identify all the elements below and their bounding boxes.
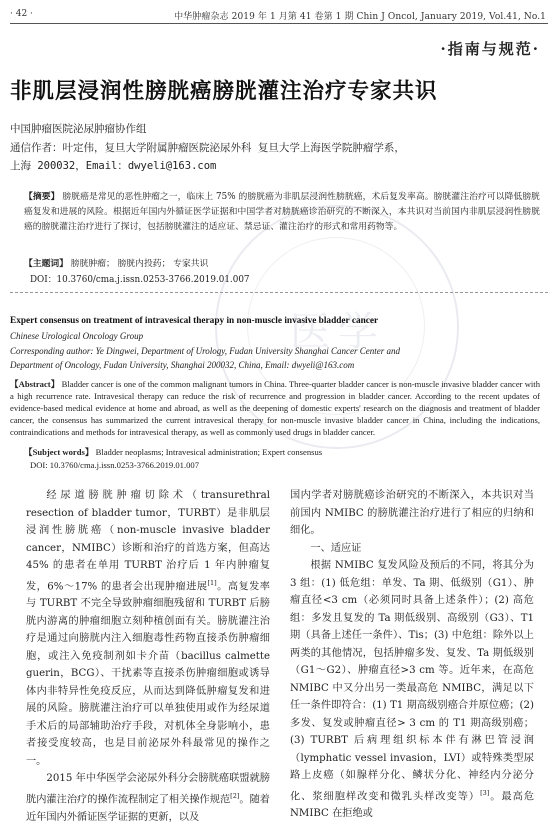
correspondence-line-2: 上海 200032，Email：dwyeli@163.com [10,160,217,172]
en-corr-2: Department of Oncology, Fudan University, Shanghai 200032, China, Email: dwyeli@163.com [10,360,355,370]
en-subject-text: Bladder neoplasms; Intravesical administration; Expert consensus [95,447,323,457]
correspondence-line-1: 通信作者：叶定伟，复旦大学附属肿瘤医院泌尿外科 复旦大学上海医学院肿瘤学系， [10,142,405,154]
page-number: · 42 · [10,9,33,19]
en-group: Chinese Urological Oncology Group [10,331,144,341]
article-title: 非肌层浸润性膀胱癌膀胱灌注治疗专家共识 [10,79,438,104]
watermark-text: 医学 [290,309,386,355]
journal-citation: 中华肿瘤杂志 2019 年 1 月第 41 卷第 1 期 Chin J Oncol, January 2019, Vol.41, No.1 [174,12,546,22]
cn-abstract [24,190,540,235]
abstract-divider [10,292,548,293]
body-paragraph: 2015 年中华医学会泌尿外科分会膀胱癌联盟就膀胱内灌注治疗的操作流程制定了相关操作规范[2]。随着近年国内外循证医学证据的更新，以及 [26,773,270,823]
en-abstract [10,378,540,438]
en-doi: DOI: 10.3760/cma.j.issn.0253-3766.2019.01.007 [30,460,200,470]
cn-keywords-text: 膀胱肿瘤； 膀胱内投药； 专家共识 [70,259,209,269]
en-subject-words [24,446,322,458]
section-label: ·指南与规范· [440,40,540,58]
cn-abstract-label: 【摘要】 [24,192,60,202]
cn-doi: DOI：10.3760/cma.j.issn.0253-3766.2019.01.007 [30,275,250,285]
cn-keywords-label: 【主题词】 [24,259,68,269]
author-group: 中国肿瘤医院泌尿肿瘤协作组 [10,123,147,135]
section-heading: 一、适应证 [310,542,362,554]
en-abstract-label: 【Abstract】 [10,379,60,389]
body-paragraph: 国内学者对膀胱癌诊治研究的不断深入，本共识对当前国内 NMIBC 的膀胱灌注治疗进行了相应的归纳和细化。 [290,490,534,536]
reference-marker: [2] [230,791,240,800]
body-paragraph: 根据 NMIBC 复发风险及预后的不同，将其分为 3 组：(1) 低危组：单发、Ta 期、低级别（G1）、肿瘤直径<3 cm（必须同时具备上述条件）；(2) 高危组：多发且复发的 Ta 期低级别、高级别（G3）、T1 期（具备上述任一条件）、Tis；(3) 中危组：除外以上两类的其他情况，包括肿瘤多发、复发、Ta 期低级别（G1～G2）、肿瘤直径>3 cm 等。近年来，在高危 NMIBC 中又分出另一类最高危 NMIBC，满足以下任一条件即符合：(1) T1 期高级别癌合并原位癌；(2) 多发、复发或肿瘤直径> 3 cm 的 T1 期高级别癌；(3) TURBT 后病理组织标本伴有淋巴管浸润（lymphatic vessel invasion，LVI）或特殊类型尿路上皮癌（如腺样分化、鳞状分化、神经内分泌分化、浆细胞样改变和微乳头样改变等）[3]。最高危 NMIBC 在拒绝或 [290,560,535,820]
reference-marker: [3] [480,788,490,797]
en-corr-1: Corresponding author: Ye Dingwei, Department of Urology, Fudan University Shanghai Cancer Center and [10,346,400,356]
body-right-column [290,487,534,823]
en-abstract-text: Bladder cancer is one of the common malignant tumors in China. Three-quarter bladder cancer is non-muscle invasive bladder cancer with a high recurrence rate. Intravesical therapy can reduce the risk of recurrence and progression in bladder cancer. According to the recent updates of evidence-based medical evidence at home and abroad, as well as the deepening of domestic experts' research on the diagnosis and treatment of bladder cancer, the consensus has summarized the current intravesical therapy for non-muscle invasive bladder cancer in China, including the indications, contraindications and methods for intravesical therapy, as well as commonly used drugs in bladder cancer. [10,379,540,437]
body-paragraph: 经尿道膀胱肿瘤切除术（transurethral resection of bladder tumor，TURBT）是非肌层浸润性膀胱癌（non-muscle invasive bladder cancer，NMIBC）诊断和治疗的首选方案，但高达 45% 的患者在单用 TURBT 治疗后 1 年内肿瘤复发，6%～17% 的患者会出现肿瘤进展[1]。高复发率与 TURBT 不完全导致肿瘤细胞残留和 TURBT 后膀胱内游离的肿瘤细胞立刻种植创面有关。膀胱灌注治疗是通过向膀胱内注入细胞毒性药物直接杀伤肿瘤细胞，或注入免疫制剂如卡介苗（bacillus calmette guerin，BCG）、干扰素等直接杀伤肿瘤细胞或诱导体内非特异性免疫反应，从而达到降低肿瘤复发和进展的风险。膀胱灌注治疗可以单独使用或作为经尿道手术后的局部辅助治疗手段，对机体全身影响小，患者接受度较高，也是目前泌尿外科最常见的操作之一。 [26,490,270,767]
en-subject-label: 【Subject words】 [24,447,94,457]
header-rule [10,23,548,24]
cn-abstract-text: 膀胱癌是常见的恶性肿瘤之一，临床上 75% 的膀胱癌为非肌层浸润性膀胱癌，术后复发率高。膀胱灌注治疗可以降低膀胱癌复发和进展的风险。根据近年国内外循证医学证据和中国学者对膀胱癌诊治研究的不断深入，本共识对当前国内非肌层浸润性膀胱癌的膀胱灌注治疗进行了探讨，包括膀胱灌注的适应证、禁忌证、灌注治疗的形式和常用药物等。 [24,192,540,232]
reference-marker: [1] [207,578,217,587]
en-title: Expert consensus on treatment of intravesical therapy in non-muscle invasive bladder cancer [10,316,379,326]
body-left-column [26,487,270,826]
cn-keywords [24,256,208,269]
